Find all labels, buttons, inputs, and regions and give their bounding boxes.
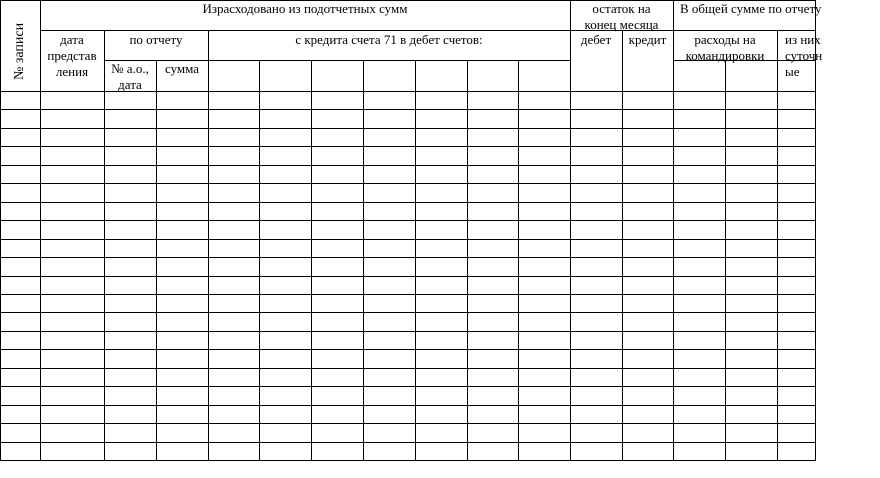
grid-line-vertical [673, 0, 674, 461]
grid-line-horizontal [0, 331, 816, 332]
grid-line-horizontal [0, 146, 816, 147]
grid-line-horizontal [0, 183, 816, 184]
credit-header: кредит [628, 32, 667, 47]
grid-line-horizontal [0, 442, 816, 443]
grid-line-horizontal [0, 423, 816, 424]
grid-line-vertical [467, 60, 468, 461]
grid-line-horizontal [0, 368, 816, 369]
grid-line-horizontal [0, 239, 816, 240]
grid-line-horizontal [0, 128, 816, 129]
grid-line-vertical [259, 60, 260, 461]
grid-line-vertical [725, 60, 726, 461]
grid-line-vertical [363, 60, 364, 461]
of-which-per-diem-header: из них суточн ые [785, 32, 823, 79]
grid-line-horizontal [0, 202, 816, 203]
credit-71-debit-header: с кредита счета 71 в дебет счетов: [295, 32, 483, 47]
grid-line-vertical [311, 60, 312, 461]
record-number-header: № записи [12, 22, 27, 80]
grid-line-horizontal [0, 220, 816, 221]
spent-from-accountable-header: Израсходовано из подотчетных сумм [202, 1, 408, 16]
grid-line-horizontal [0, 257, 816, 258]
grid-line-horizontal [0, 460, 816, 461]
advance-report-number-date-header: № а.о., дата [111, 61, 149, 92]
grid-line-horizontal [0, 276, 816, 277]
grid-line-horizontal [0, 405, 816, 406]
amount-header: сумма [164, 61, 200, 76]
grid-line-horizontal [0, 386, 816, 387]
grid-line-horizontal [0, 294, 816, 295]
grid-line-horizontal [0, 109, 816, 110]
grid-line-horizontal [40, 30, 816, 31]
grid-line-horizontal [0, 165, 816, 166]
business-trip-expenses-header: расходы на командировки [685, 32, 765, 63]
presentation-date-header: дата представ ления [47, 32, 97, 79]
grid-line-vertical [104, 30, 105, 461]
grid-line-vertical [777, 30, 778, 461]
grid-line-vertical [0, 0, 1, 461]
grid-line-vertical [156, 60, 157, 461]
month-end-balance-header: остаток на конец месяца [584, 1, 659, 32]
grid-line-vertical [208, 30, 209, 461]
debit-header: дебет [580, 32, 612, 47]
grid-line-horizontal [0, 349, 816, 350]
grid-line-vertical [622, 30, 623, 461]
by-report-header: по отчету [129, 32, 183, 47]
grid-line-vertical [415, 60, 416, 461]
grid-line-vertical [518, 60, 519, 461]
grid-line-horizontal [0, 312, 816, 313]
in-total-by-report-header: В общей сумме по отчету [680, 1, 822, 16]
grid-line-vertical [570, 0, 571, 461]
